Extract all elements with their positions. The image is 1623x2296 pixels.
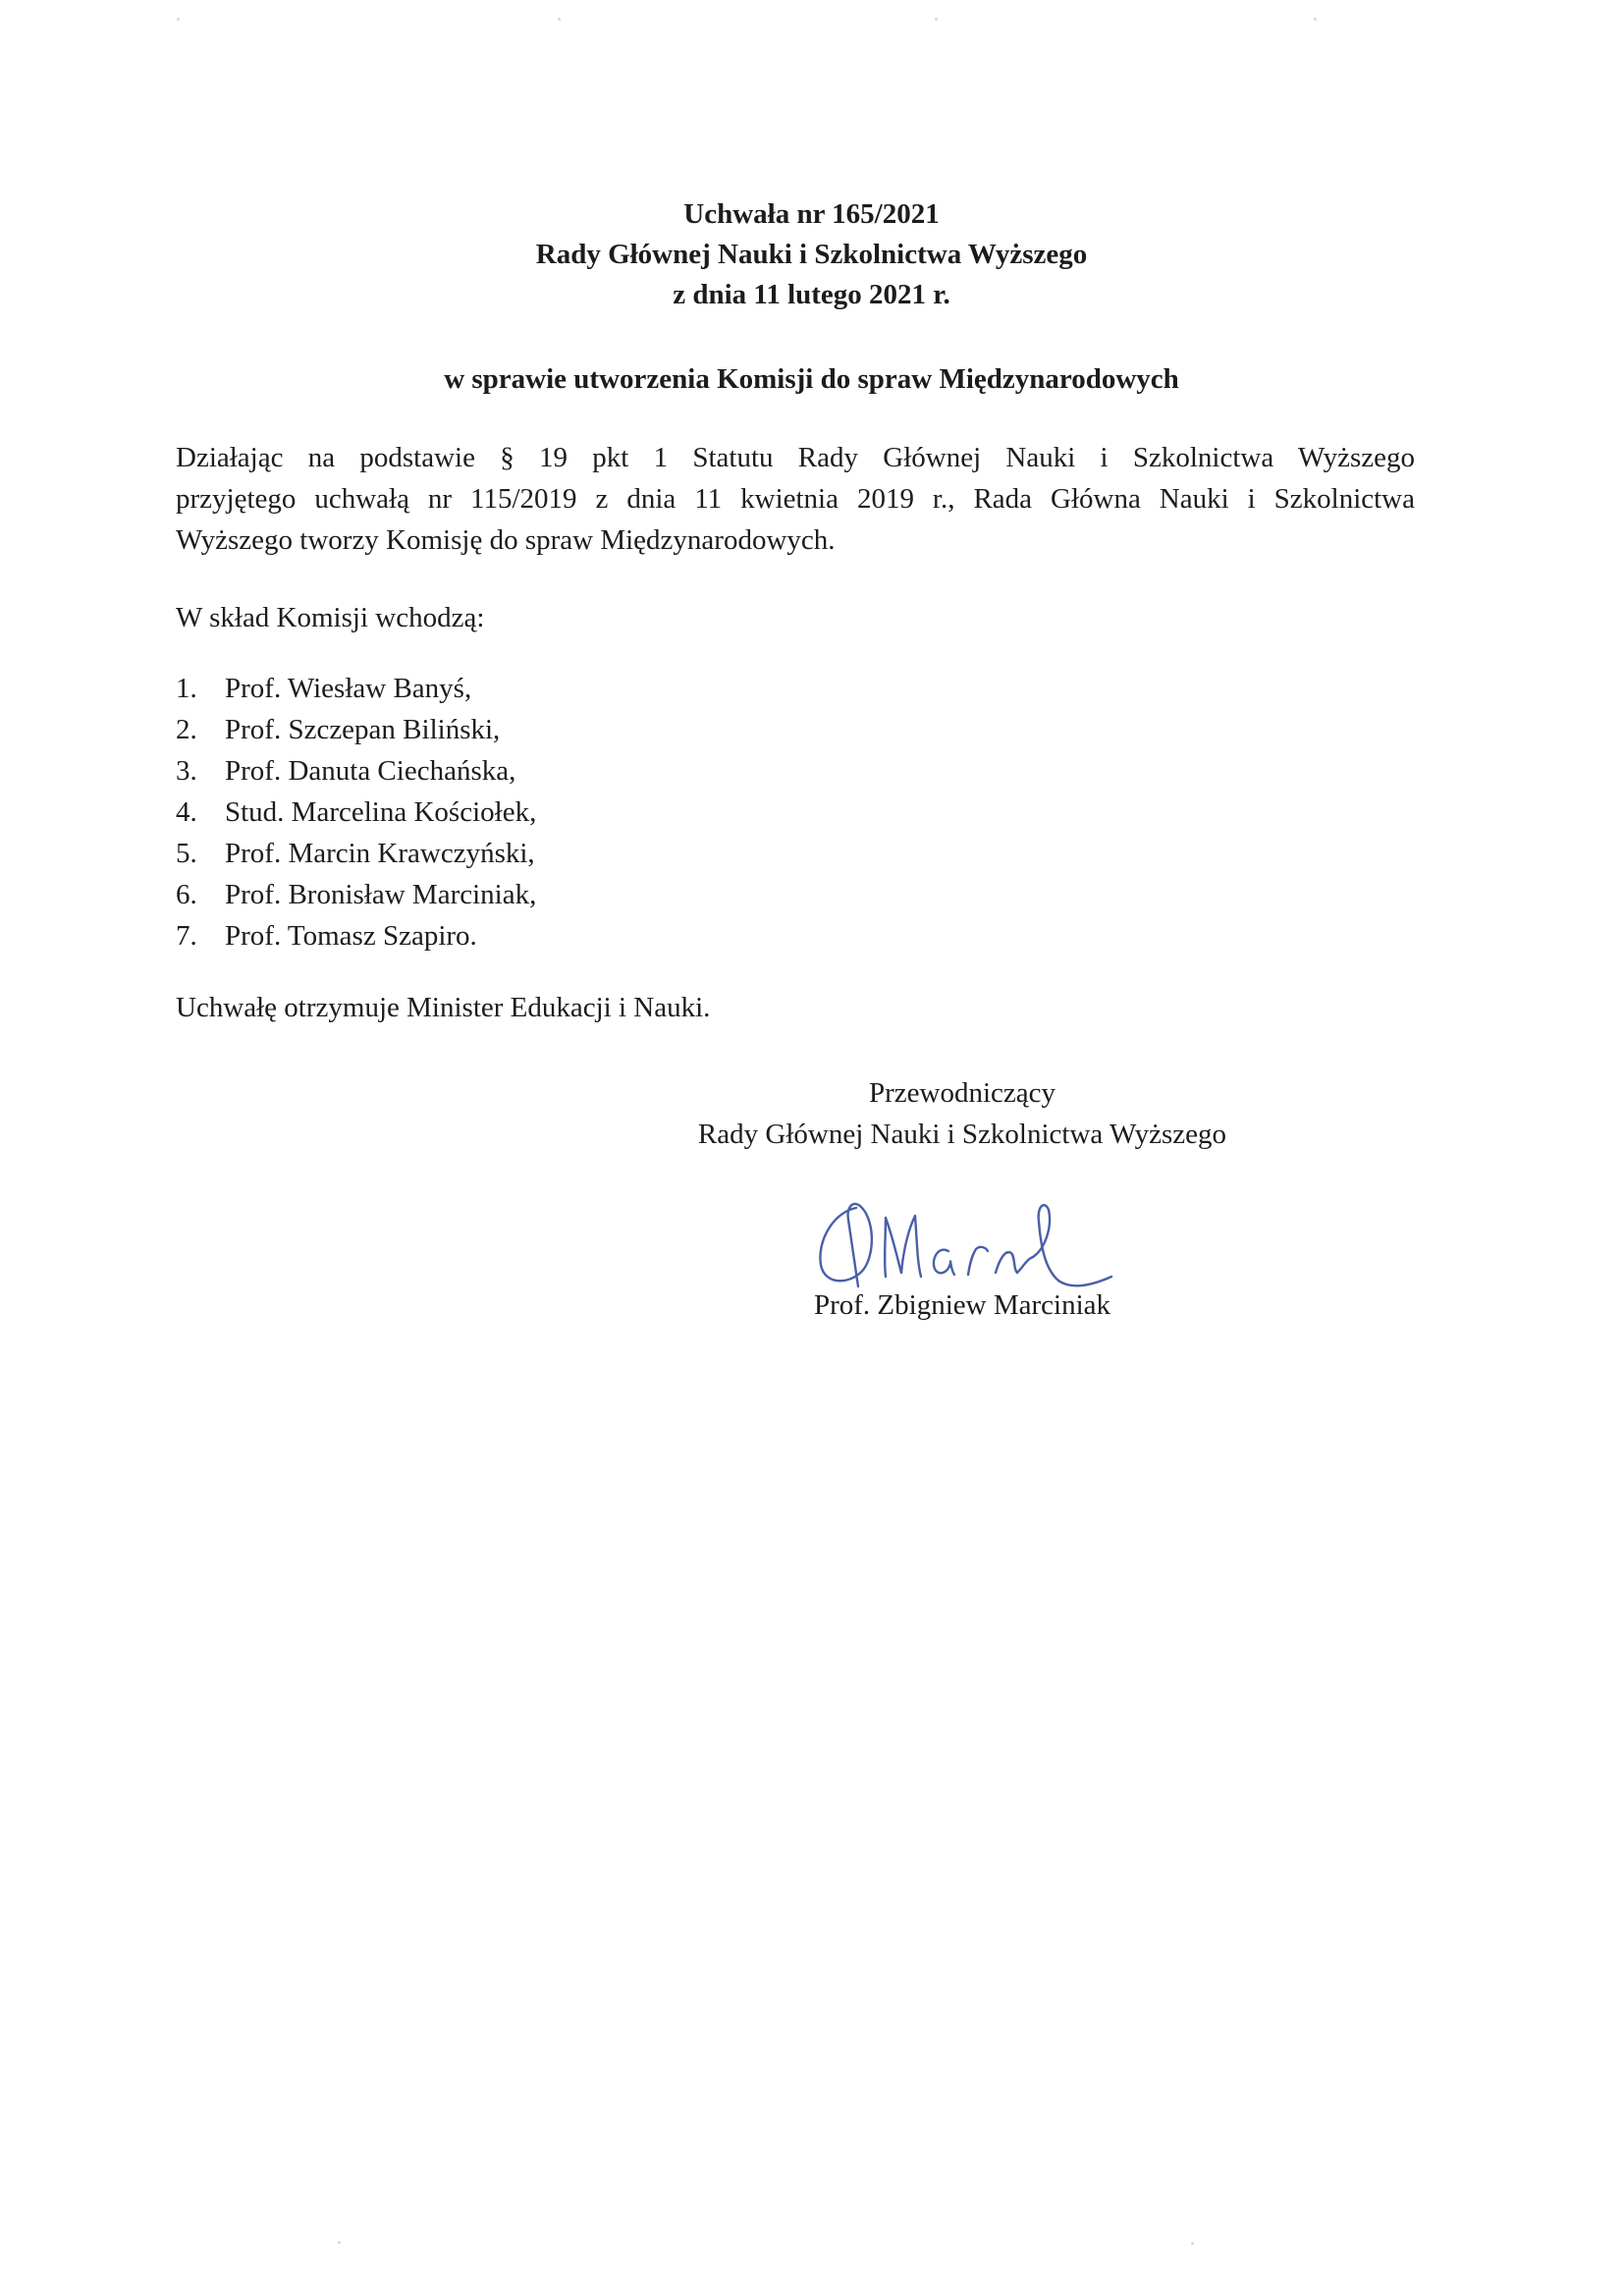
scan-speck — [1314, 18, 1317, 21]
scan-speck — [1191, 2242, 1194, 2245]
members-intro: W skład Komisji wchodzą: — [176, 602, 485, 633]
list-number: 6. — [176, 879, 197, 910]
list-item — [176, 709, 536, 750]
list-item — [176, 874, 536, 915]
resolution-header — [0, 194, 1623, 315]
body-line: przyjętego uchwałą nr 115/2019 z dnia 11 kwietnia 2019 r., Rada Główna Nauki i Szkolnictwa — [176, 483, 1415, 515]
resolution-date: z dnia 11 lutego 2021 r. — [673, 279, 950, 310]
resolution-number: Uchwała nr 165/2021 — [683, 198, 940, 230]
closing-statement: Uchwałę otrzymuje Minister Edukacji i Nauki. — [176, 992, 711, 1023]
signer-role: Przewodniczący — [868, 1077, 1055, 1109]
signer-body: Rady Głównej Nauki i Szkolnictwa Wyższego — [697, 1119, 1227, 1150]
scan-speck — [338, 2241, 341, 2244]
resolution-body — [176, 437, 1415, 561]
list-item — [176, 750, 536, 792]
list-item — [176, 792, 536, 833]
members-list — [176, 668, 536, 957]
member-name: Prof. Bronisław Marciniak, — [225, 879, 537, 910]
member-name: Prof. Marcin Krawczyński, — [225, 838, 535, 869]
list-number: 2. — [176, 714, 197, 745]
list-number: 3. — [176, 755, 197, 787]
body-line: Wyższego tworzy Komisję do spraw Międzynarodowych. — [176, 524, 836, 556]
resolution-subject: w sprawie utworzenia Komisji do spraw Międzynarodowych — [444, 363, 1179, 395]
member-name: Prof. Danuta Ciechańska, — [225, 755, 516, 787]
list-number: 7. — [176, 920, 197, 952]
resolution-issuer: Rady Głównej Nauki i Szkolnictwa Wyższego — [535, 239, 1088, 270]
scan-speck — [935, 18, 938, 21]
member-name: Prof. Szczepan Biliński, — [225, 714, 501, 745]
member-name: Prof. Wiesław Banyś, — [225, 673, 472, 704]
member-name: Prof. Tomasz Szapiro. — [225, 920, 477, 952]
list-number: 5. — [176, 838, 197, 869]
signer-name: Prof. Zbigniew Marciniak — [813, 1289, 1110, 1321]
list-item — [176, 833, 536, 874]
scan-speck — [558, 18, 561, 21]
list-number: 1. — [176, 673, 197, 704]
list-item — [176, 915, 536, 957]
signature-block — [628, 1072, 1296, 1155]
member-name: Stud. Marcelina Kościołek, — [225, 796, 537, 828]
scan-speck — [177, 18, 180, 21]
body-line: Działając na podstawie § 19 pkt 1 Statutu Rady Głównej Nauki i Szkolnictwa Wyższego — [176, 442, 1415, 473]
list-number: 4. — [176, 796, 197, 828]
list-item — [176, 668, 536, 709]
